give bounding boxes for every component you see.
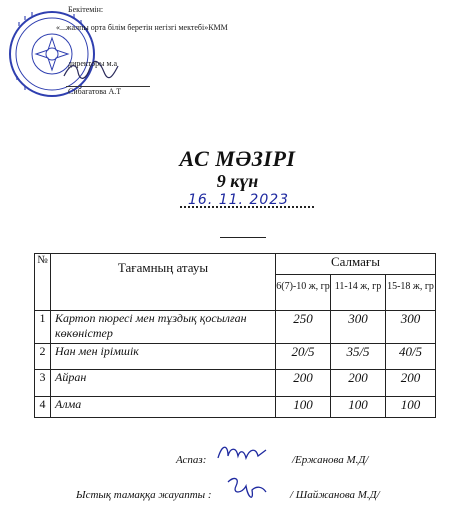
header-dish-name-label: Тағамның атауы — [117, 260, 209, 275]
header-dish-name — [51, 254, 276, 311]
page-title: АС МӘЗІРІ — [179, 146, 296, 171]
server-name: / Шайжанова М.Д/ — [290, 489, 380, 501]
table-row — [35, 344, 436, 370]
weight-value: 300 — [386, 311, 436, 344]
weight-value: 200 — [331, 370, 386, 397]
row-number: 4 — [35, 397, 51, 418]
cook-name: /Ержанова М.Д/ — [292, 454, 369, 466]
table-row — [35, 397, 436, 418]
weight-value: 250 — [276, 311, 331, 344]
approval-director: Сибагатова А.Т — [68, 87, 122, 96]
approval-position: директоры м.а — [68, 59, 118, 68]
header-weight: Салмағы — [276, 254, 436, 275]
server-signature — [222, 472, 278, 508]
weight-value: 300 — [331, 311, 386, 344]
menu-table — [34, 253, 436, 418]
weight-value: 200 — [386, 370, 436, 397]
weight-value: 35/5 — [331, 344, 386, 370]
header-age-group — [276, 275, 331, 311]
dish-name: Нан мен ірімшік — [51, 344, 276, 370]
dish-name: Айран — [51, 370, 276, 397]
weight-value: 200 — [276, 370, 331, 397]
approval-heading: Бекітемін: — [68, 5, 104, 14]
age-group-label: 15-18 ж, гр — [387, 281, 434, 292]
dish-name: Алма — [51, 397, 276, 418]
age-group-label: 11-14 ж, гр — [334, 281, 382, 292]
row-number: 3 — [35, 370, 51, 397]
weight-value: 100 — [276, 397, 331, 418]
server-label: Ыстық тамаққа жауапты : — [76, 489, 212, 501]
header-age-group — [386, 275, 436, 311]
weight-value: 40/5 — [386, 344, 436, 370]
header-age-group — [331, 275, 386, 311]
handwritten-date: 16. 11. 2023 — [188, 192, 290, 208]
weight-value: 100 — [386, 397, 436, 418]
weight-value: 20/5 — [276, 344, 331, 370]
day-label: 9 күн — [216, 171, 259, 191]
approval-school: «...жалпы орта білім беретін негізгі мектебі»КММ — [56, 23, 228, 32]
cook-label: Аспаз: — [176, 454, 207, 466]
cook-signature — [214, 440, 270, 466]
director-signature — [60, 58, 120, 84]
dish-name: Картоп пюресі мен тұздық қосылған көкөністер — [51, 311, 276, 344]
approval-underline — [66, 86, 150, 87]
age-group-label: 6(7)-10 ж, гр — [276, 281, 330, 292]
header-number: № — [35, 254, 51, 311]
table-row — [35, 311, 436, 344]
date-dotted-line — [180, 206, 314, 208]
separator-rule — [220, 237, 266, 238]
row-number: 1 — [35, 311, 51, 344]
table-row — [35, 370, 436, 397]
row-number: 2 — [35, 344, 51, 370]
weight-value: 100 — [331, 397, 386, 418]
